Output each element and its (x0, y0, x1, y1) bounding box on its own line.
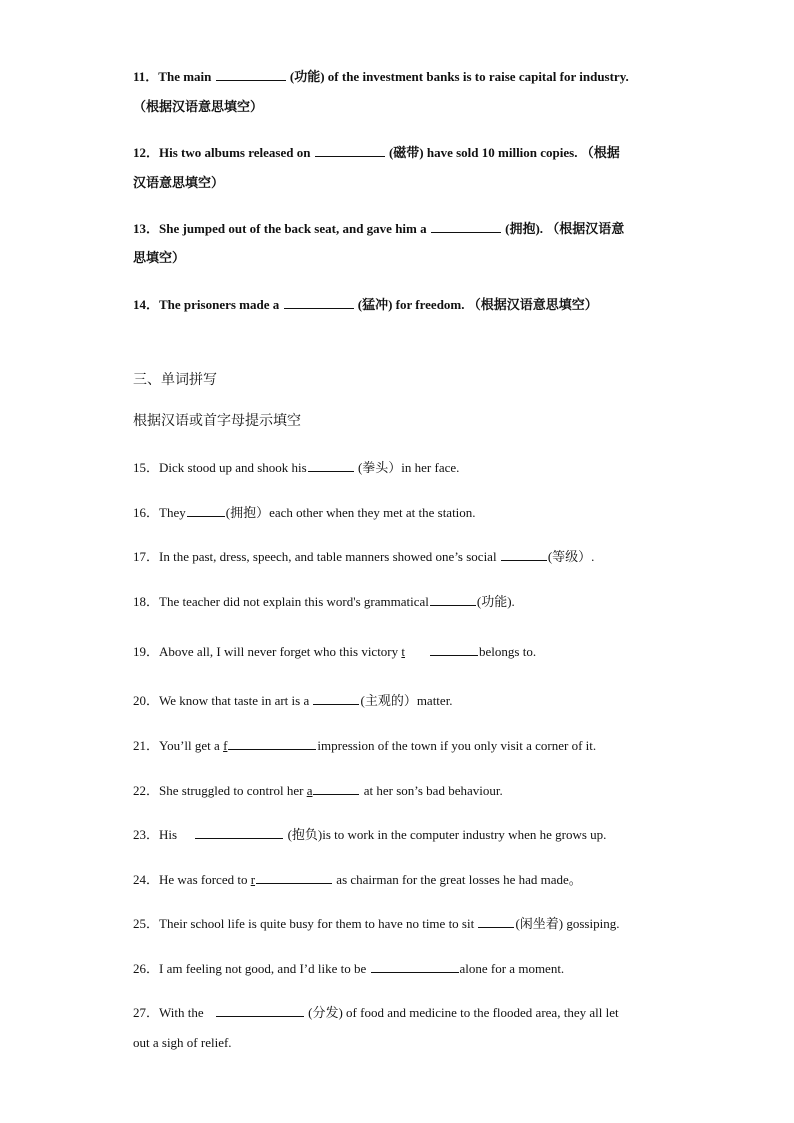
answer-blank[interactable] (308, 459, 354, 472)
answer-blank[interactable] (216, 68, 286, 81)
question-27: 27．With the (分发) of food and medicine to the flooded area, they all let (133, 1005, 619, 1020)
answer-blank[interactable] (478, 915, 514, 928)
answer-blank[interactable] (315, 144, 385, 157)
answer-blank[interactable] (284, 296, 354, 309)
question-number: 13． (133, 221, 160, 236)
question-number: 12． (133, 145, 160, 160)
question-16: 16．They (拥抱）each other when they met at the station. (133, 505, 476, 520)
question-18: 18．The teacher did not explain this word's grammatical (功能). (133, 594, 515, 609)
question-12-cont: 汉语意思填空） (133, 175, 225, 190)
first-letter-hint: r (250, 872, 256, 887)
answer-blank[interactable] (187, 504, 225, 517)
question-15: 15．Dick stood up and shook his (拳头）in her face. (133, 460, 460, 475)
question-19: 19．Above all, I will never forget who this victory t belongs to. (133, 644, 537, 659)
question-26: 26．I am feeling not good, and I’d like to be alone for a moment. (133, 961, 565, 976)
section-title: 三、单词拼写 (133, 373, 217, 388)
question-27-cont: out a sigh of relief. (133, 1035, 232, 1050)
question-20: 20．We know that taste in art is a (主观的）matter. (133, 693, 453, 708)
question-11-hint: （根据汉语意思填空） (133, 99, 264, 114)
section-instruction: 根据汉语或首字母提示填空 (133, 414, 301, 429)
answer-blank[interactable] (256, 871, 332, 884)
answer-blank[interactable] (430, 593, 476, 606)
question-17: 17．In the past, dress, speech, and table manners showed one’s social (等级）. (133, 549, 595, 564)
answer-blank[interactable] (371, 960, 459, 973)
question-23: 23．His (抱负)is to work in the computer industry when he grows up. (133, 827, 607, 842)
answer-blank[interactable] (216, 1004, 304, 1017)
answer-blank[interactable] (228, 737, 316, 750)
first-letter-hint: a (306, 783, 313, 798)
question-21: 21．You’ll get a f impression of the town if you only visit a corner of it. (133, 738, 597, 753)
question-25: 25．Their school life is quite busy for them to have no time to sit (闲坐着) gossiping. (133, 916, 620, 931)
answer-blank[interactable] (501, 548, 547, 561)
question-22: 22．She struggled to control her a at her son’s bad behaviour. (133, 783, 503, 798)
answer-blank[interactable] (195, 826, 283, 839)
answer-blank[interactable] (313, 692, 359, 705)
first-letter-hint: t (401, 644, 406, 659)
question-11: 11．The main (功能) of the investment banks is to raise capital for industry. (133, 69, 629, 84)
question-number: 11． (133, 69, 159, 84)
question-24: 24．He was forced to r as chairman for the great losses he had made。 (133, 872, 582, 887)
answer-blank[interactable] (313, 782, 359, 795)
question-14: 14．The prisoners made a (猛冲) for freedom. （根据汉语意思填空） (133, 297, 598, 312)
answer-blank[interactable] (430, 643, 478, 656)
answer-blank[interactable] (431, 220, 501, 233)
question-13: 13．She jumped out of the back seat, and gave him a (拥抱). （根据汉语意 (133, 221, 625, 236)
question-13-cont: 思填空） (133, 250, 186, 265)
first-letter-hint: f (223, 738, 228, 753)
question-12: 12．His two albums released on (磁带) have sold 10 million copies. （根据 (133, 145, 620, 160)
question-number: 14． (133, 297, 160, 312)
